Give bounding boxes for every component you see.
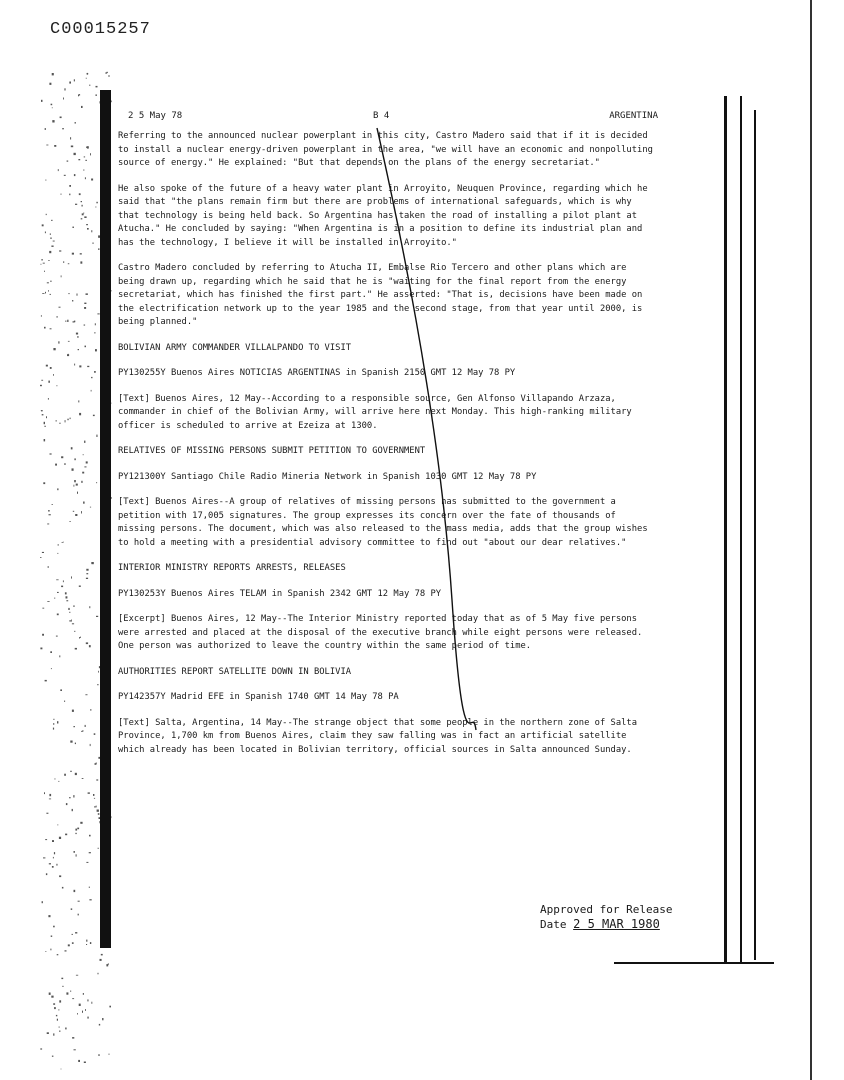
article-dateline: PY130255Y Buenos Aires NOTICIAS ARGENTINAS in Spanish 2150 GMT 12 May 78 PY [118,368,516,378]
release-stamp [540,902,672,932]
article [118,666,658,758]
release-date-label: Date [540,918,567,931]
article-headline: RELATIVES OF MISSING PERSONS SUBMIT PETITION TO GOVERNMENT [118,446,426,456]
article-headline: INTERIOR MINISTRY REPORTS ARRESTS, RELEASES [118,563,346,573]
article-body: [Text] Buenos Aires--A group of relatives of missing persons has submitted to the government a petition with 17,005 signatures. The group expresses its concern over the fate of thousands of missing persons. The document, which was also released to the mass media, adds that the group wishes to hold a meeting with a presidential advisory committee to find out "about our dear relatives." [118,497,648,548]
article [118,445,658,550]
article [118,342,658,434]
article-body: [Text] Buenos Aires, 12 May--According to a responsible source, Gen Alfonso Villapando Arzaza, commander in chief of the Bolivian Army, will arrive here next Monday. This high-ranking military officer is scheduled to arrive at Ezeiza at 1300. [118,393,632,431]
paragraph: He also spoke of the future of a heavy water plant in Arroyito, Neuquen Province, regarding which he said that "the plans remain firm but there are problems of international safeguards, which is why that technology is being held back. So Argentina has taken the road of installing a pilot plant at Atucha." He concluded by saying: "When Argentina is in a position to define its industrial plan and has the technology, I believe it will be installed in Arroyito." [118,183,648,248]
header-section: B 4 [373,111,390,121]
article-headline: BOLIVIAN ARMY COMMANDER VILLALPANDO TO VISIT [118,342,352,353]
article-headline: AUTHORITIES REPORT SATELLITE DOWN IN BOLIVIA [118,666,352,677]
document-page [118,110,658,769]
release-date-value: 2 5 MAR 1980 [573,917,660,931]
paragraph: Referring to the announced nuclear powerplant in this city, Castro Madero said that if it is decided to install a nuclear energy-driven powerplant in the area, "we will have an economic and nonpolluting source of energy." He explained: "But that depends on the plans of the energy secretariat." [118,131,653,168]
header-date: 2 5 May 78 [128,111,183,121]
article [118,562,658,654]
release-label: Approved for Release [540,903,673,916]
article-dateline: PY121300Y Santiago Chile Radio Mineria Network in Spanish 1030 GMT 12 May 78 PY [118,471,537,482]
article-dateline: PY142357Y Madrid EFE in Spanish 1740 GMT 14 May 78 PA [118,692,399,702]
paragraph: Castro Madero concluded by referring to Atucha II, Embalse Rio Tercero and other plans which are being drawn up, regarding which he said that he is "waiting for the final report from the energy secretariat, which has finished the first part." He asserted: "That is, decisions have been made on the electrification network up to the year 1985 and the second stage, from that year until 2000, is being planned." [118,263,643,327]
article-body: [Excerpt] Buenos Aires, 12 May--The Interior Ministry reported today that as of 5 May five persons were arrested and placed at the disposal of the executive branch while eight persons were released. One person was authorized to leave the country within the same period of time. [118,614,643,651]
document-id: C00015257 [50,20,151,39]
page-header [118,110,658,130]
article-dateline: PY130253Y Buenos Aires TELAM in Spanish 2342 GMT 12 May 78 PY [118,588,442,599]
header-country: ARGENTINA [609,111,658,121]
article-body: [Text] Salta, Argentina, 14 May--The strange object that some people in the northern zone of Salta Province, 1,700 km from Buenos Aires, claim they saw falling was in fact an artificial satellite which already has been located in Bolivian territory, official sources in Salta announced Sunday. [118,717,638,755]
